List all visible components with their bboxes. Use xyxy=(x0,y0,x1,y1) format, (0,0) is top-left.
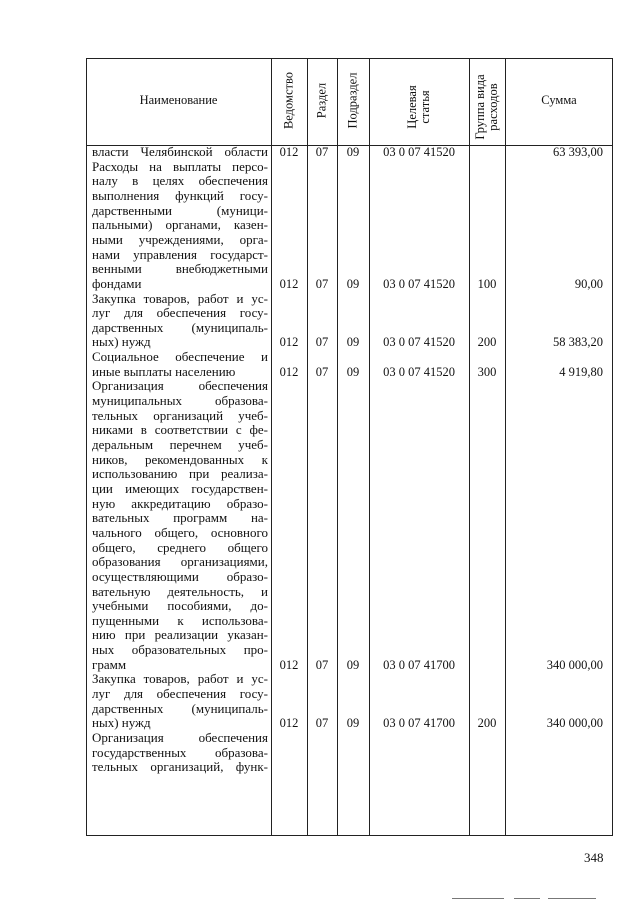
cell-vedomstvo: 012 xyxy=(279,276,299,291)
cell-podrazdel: 09 xyxy=(346,364,360,379)
cell-razdel: 07 xyxy=(315,145,329,159)
name-line: вательную деятельность, и xyxy=(92,583,268,599)
header-vedomstvo: Ведомство xyxy=(281,71,296,130)
name-line: ных) нужд xyxy=(92,334,151,350)
header-podrazdel: Подраздел xyxy=(345,72,360,129)
name-line: фондами xyxy=(92,275,142,291)
header-name: Наименование xyxy=(139,93,218,107)
name-line: выполнения функций госу- xyxy=(92,187,268,203)
name-line: использованию при реализа- xyxy=(92,466,268,482)
name-line: тельных организаций, функ- xyxy=(92,759,268,775)
cell-summa: 90,00 xyxy=(574,276,603,291)
cell-celevaya: 03 0 07 41520 xyxy=(383,145,455,159)
page-number: 348 xyxy=(584,850,604,865)
scan-artifact xyxy=(452,898,504,899)
cell-vedomstvo: 012 xyxy=(279,657,299,672)
cell-summa: 58 383,20 xyxy=(553,335,603,350)
name-line: Организация обеспечения xyxy=(92,378,268,394)
cell-vedomstvo: 012 xyxy=(279,145,299,159)
header-gruppa-line2: расходов xyxy=(486,83,500,131)
name-line: ных) нужд xyxy=(92,715,151,731)
name-line: ную аккредитацию образо- xyxy=(92,495,268,511)
name-line: луг для обеспечения госу- xyxy=(92,305,268,321)
name-line: Расходы на выплаты персо- xyxy=(92,158,268,174)
cell-podrazdel: 09 xyxy=(346,657,360,672)
cell-gruppa: 100 xyxy=(477,276,497,291)
cell-summa: 63 393,00 xyxy=(553,145,603,159)
cell-razdel: 07 xyxy=(315,716,329,731)
name-line: пальными) органами, казен- xyxy=(92,217,268,233)
header-gruppa-line1: Группа вида xyxy=(473,74,487,140)
name-line: грамм xyxy=(92,656,127,672)
cell-summa: 340 000,00 xyxy=(546,657,603,672)
scan-artifact xyxy=(548,898,596,899)
header-celevaya-line1: Целевая xyxy=(405,85,419,129)
name-line: вательных программ на- xyxy=(92,510,268,526)
cell-podrazdel: 09 xyxy=(346,145,360,159)
cell-summa: 4 919,80 xyxy=(559,364,603,379)
cell-podrazdel: 09 xyxy=(346,276,360,291)
name-line: Организация обеспечения xyxy=(92,730,268,745)
name-line: дарственными (муници- xyxy=(92,202,268,218)
header-celevaya-line2: статья xyxy=(418,90,432,124)
name-line: ников, рекомендованных к xyxy=(92,451,268,467)
scan-artifact xyxy=(514,898,540,899)
cell-vedomstvo: 012 xyxy=(279,716,299,731)
cell-celevaya: 03 0 07 41520 xyxy=(383,364,455,379)
name-line: образования организациями, xyxy=(92,554,268,570)
name-line: нию при реализации указан- xyxy=(92,627,268,643)
cell-gruppa: 200 xyxy=(477,716,497,731)
cell-gruppa: 300 xyxy=(477,364,497,379)
cell-celevaya: 03 0 07 41520 xyxy=(383,276,455,291)
name-line: никами в соответствии с фе- xyxy=(92,422,268,438)
name-line: дарственных (муниципаль- xyxy=(92,700,268,716)
cell-razdel: 07 xyxy=(315,276,329,291)
name-line: нами управления государст- xyxy=(92,246,268,262)
name-line: деральным перечнем учеб- xyxy=(92,437,268,452)
name-line: общего, среднего общего xyxy=(92,539,268,555)
cell-gruppa: 200 xyxy=(477,335,497,350)
name-line: ных образовательных про- xyxy=(92,642,268,658)
name-line: ными учреждениями, орга- xyxy=(92,231,268,247)
name-line: государственных образова- xyxy=(92,744,268,760)
name-line: осуществляющими образо- xyxy=(92,568,268,584)
name-line: чального общего, основного xyxy=(92,524,268,540)
name-line: тельных организаций учеб- xyxy=(92,407,268,423)
cell-razdel: 07 xyxy=(315,657,329,672)
name-line: ции имеющих государствен- xyxy=(92,480,268,496)
name-line: учебными пособиями, до- xyxy=(92,598,268,614)
cell-podrazdel: 09 xyxy=(346,335,360,350)
cell-celevaya: 03 0 07 41700 xyxy=(383,716,455,731)
cell-celevaya: 03 0 07 41700 xyxy=(383,657,455,672)
cell-podrazdel: 09 xyxy=(346,716,360,731)
header-celevaya xyxy=(406,57,432,157)
name-line: иные выплаты населению xyxy=(92,363,236,379)
name-line: налу в целях обеспечения xyxy=(92,173,268,189)
header-razdel: Раздел xyxy=(314,82,329,119)
cell-vedomstvo: 012 xyxy=(279,364,299,379)
name-line: дарственных (муниципаль- xyxy=(92,319,268,335)
cell-celevaya: 03 0 07 41520 xyxy=(383,335,455,350)
cell-vedomstvo: 012 xyxy=(279,335,299,350)
name-line: муниципальных образова- xyxy=(92,393,268,409)
name-line: Закупка товаров, работ и ус- xyxy=(92,290,268,306)
cell-summa: 340 000,00 xyxy=(546,716,603,731)
name-line: луг для обеспечения госу- xyxy=(92,686,268,702)
header-summa: Сумма xyxy=(541,93,577,107)
name-line: власти Челябинской области xyxy=(92,144,268,159)
name-line: пущенными к использова- xyxy=(92,612,268,628)
name-line: Социальное обеспечение и xyxy=(92,349,268,365)
header-gruppa xyxy=(474,57,500,157)
name-line: венными внебюджетными xyxy=(92,261,268,277)
cell-razdel: 07 xyxy=(315,335,329,350)
name-line: Закупка товаров, работ и ус- xyxy=(92,671,268,687)
cell-razdel: 07 xyxy=(315,364,329,379)
